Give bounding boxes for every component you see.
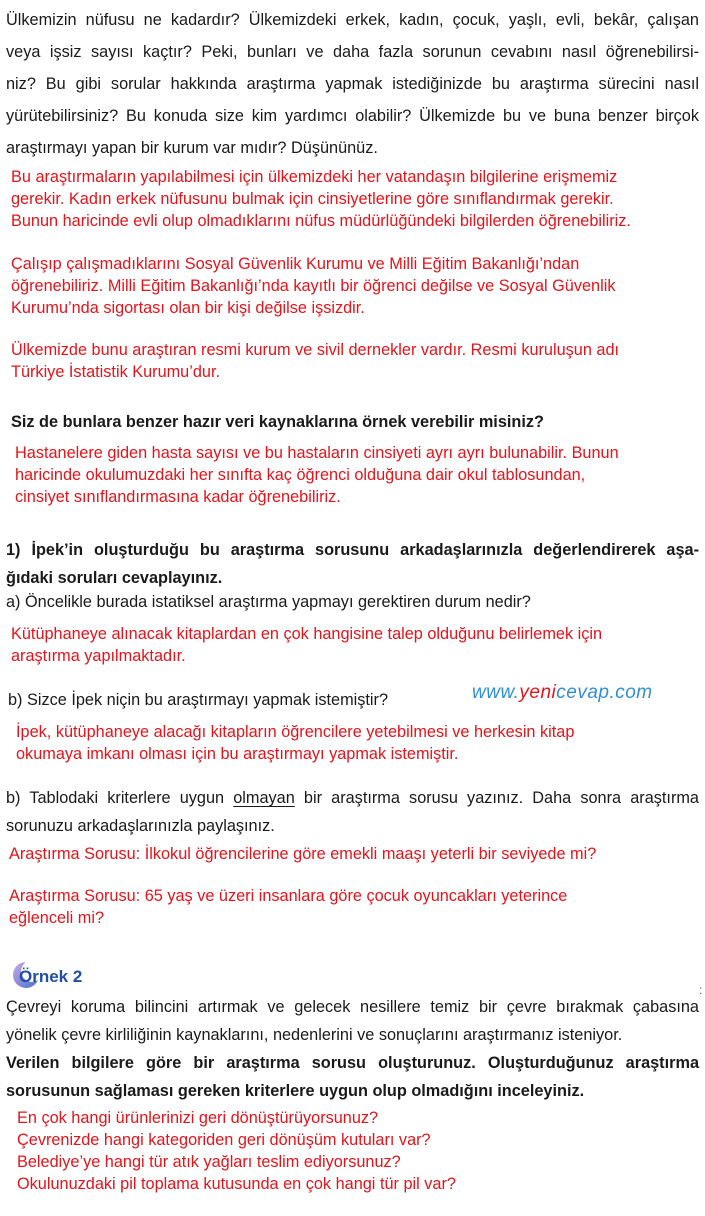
answer-line: Belediye’ye hangi tür atık yağları teslim ediyorsunuz?: [17, 1153, 401, 1171]
watermark: www.yenicevap.com: [472, 682, 653, 703]
intro-line: niz? Bu gibi sorular hakkında araştırma yapmak istediğinizde bu araştırma sürecini nasıl: [6, 75, 699, 93]
answer-line: gerekir. Kadın erkek nüfusunu bulmak için cinsiyetlerine göre sınıflandırmak gerekir.: [11, 190, 614, 208]
question-1-title: 1) İpek’in oluşturduğu bu araştırma sorusunu arkadaşlarınızla değerlendirerek aşa- ğıdaki soruları cevaplayınız.: [6, 541, 699, 587]
answer-line: Bunun haricinde evli olup olmadıklarını nüfus müdürlüğündeki bilgilerden öğrenebiliriz.: [11, 212, 631, 230]
example-paragraph: Çevreyi koruma bilincini artırmak ve gelecek nesillere temiz bir çevre bırakmak çabasına yönelik çevre kirliliğinin kaynaklarını, nedenlerini ve sonuçlarını araştırmanız isteniyor. Verilen bilgilere göre bir araştırma sorusu oluşturunuz. Oluşturduğunuz araştırma sorusunun sağlaması gereken kriterlere uygun olup olmadığını inceleyiniz.: [6, 998, 699, 1100]
answer-line: Çalışıp çalışmadıklarını Sosyal Güvenlik Kurumu ve Milli Eğitim Bakanlığı’ndan: [11, 255, 580, 273]
example-title: Örnek 2: [19, 967, 83, 986]
answer-block-1: [11, 166, 705, 232]
example-answers: [17, 1107, 705, 1195]
answer-line: Araştırma Sorusu: 65 yaş ve üzeri insanlara göre çocuk oyuncakları yeterince: [9, 887, 568, 905]
edge-mark: :: [699, 983, 703, 997]
answer-line: haricinde okulumuzdaki her sınıfta kaç öğrenci olduğuna dair okul tablosundan,: [15, 466, 586, 484]
answer-block-2: [11, 253, 705, 319]
answer-line: Bu araştırmaların yapılabilmesi için ülkemizdeki her vatandaşın bilgilerine erişmemiz: [11, 168, 618, 186]
answer-line: Okulunuzdaki pil toplama kutusunda en çok hangi tür pil var?: [17, 1175, 456, 1193]
question-1c: b) Tablodaki kriterlere uygun olmayan bir araştırma sorusu yazınız. Daha sonra araştırma sorunuzu arkadaşlarınızla paylaşınız.: [6, 789, 699, 835]
underlined-word: olmayan: [233, 789, 295, 807]
answer-1c-2: [9, 885, 705, 929]
question-sources: Siz de bunlara benzer hazır veri kaynaklarına örnek verebilir misiniz?: [11, 413, 544, 431]
answer-line: İpek, kütüphaneye alacağı kitapların öğrencilere yetebilmesi ve herkesin kitap: [16, 723, 575, 741]
answer-line: eğlenceli mi?: [9, 909, 105, 927]
answer-line: Hastanelere giden hasta sayısı ve bu hastaların cinsiyeti ayrı ayrı bulunabilir. Bunun: [15, 444, 619, 462]
intro-line: veya işsiz sayısı kaçtır? Peki, bunları ve daha fazla sorunun cevabını nasıl öğrenebilirsi-: [6, 43, 699, 61]
intro-line: yürütebilirsiniz? Bu konuda size kim yardımcı olabilir? Ülkemizde bu ve buna benzer birçok: [6, 107, 699, 125]
answer-line: Çevrenizde hangi kategoriden geri dönüşüm kutuları var?: [17, 1131, 431, 1149]
answer-line: Türkiye İstatistik Kurumu’dur.: [11, 363, 221, 381]
intro-line: araştırmayı yapan bir kurum var mıdır? Düşününüz.: [6, 139, 378, 157]
question-1a: a) Öncelikle burada istatiksel araştırma yapmayı gerektiren durum nedir?: [6, 593, 531, 611]
answer-1a: [11, 623, 705, 667]
answer-line: Kütüphaneye alınacak kitaplardan en çok hangisine talep olduğunu belirlemek için: [11, 625, 603, 643]
answer-block-3: [11, 339, 705, 383]
answer-1b: [16, 721, 705, 765]
answer-line: cinsiyet sınıflandırmasına kadar öğrenebiliriz.: [15, 488, 341, 506]
question-1b: b) Sizce İpek niçin bu araştırmayı yapmak istemiştir?: [8, 691, 389, 709]
answer-line: Ülkemizde bunu araştıran resmi kurum ve sivil dernekler vardır. Resmi kuruluşun adı: [11, 341, 620, 359]
answer-line: araştırma yapılmaktadır.: [11, 647, 186, 665]
answer-line: okumaya imkanı olması için bu araştırmayı yapmak istemiştir.: [16, 745, 459, 763]
intro-paragraph: [0, 4, 705, 164]
answer-sources: [15, 442, 705, 508]
answer-line: Kurumu’nda sigortası olan bir kişi değilse işsizdir.: [11, 299, 365, 317]
answer-1c-1: Araştırma Sorusu: İlkokul öğrencilerine göre emekli maaşı yeterli bir seviyede mi?: [9, 845, 597, 863]
answer-line: öğrenebiliriz. Milli Eğitim Bakanlığı’nda kayıtlı bir öğrenci değilse ve Sosyal Güvenlik: [11, 277, 616, 295]
answer-line: En çok hangi ürünlerinizi geri dönüştürüyorsunuz?: [17, 1109, 379, 1127]
intro-line: Ülkemizin nüfusu ne kadardır? Ülkemizdeki erkek, kadın, çocuk, yaşlı, evli, bekâr, çalışan: [6, 11, 699, 29]
